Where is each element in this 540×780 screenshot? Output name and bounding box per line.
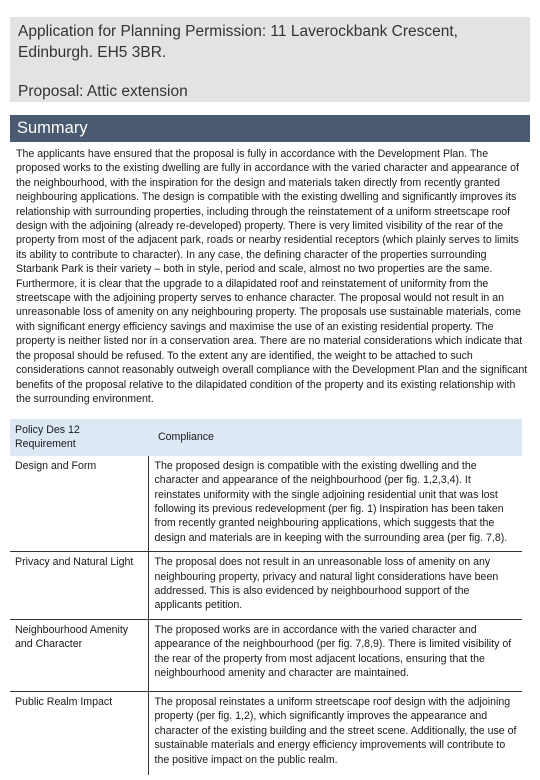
compliance-cell: The proposed design is compatible with the existing dwelling and the character and appearance of the neighbourhood (per fig. 1,2,3,4). It reinstates uniformity with the single adjoining residential unit that was lost following its previous redevelopment (per fig. 1) Inspiration has been taken from recently granted neighbouring applications, which suggests that the design and materials are in keeping with the surrounding area (per fig. 7,8). [148, 456, 522, 552]
policy-compliance-table [10, 419, 522, 775]
table-row [10, 691, 522, 775]
table-row [10, 619, 522, 691]
header-compliance: Compliance [148, 419, 522, 456]
document-title: Application for Planning Permission: 11 Laverockbank Crescent, Edinburgh. EH5 3BR. [18, 23, 458, 61]
requirement-cell: Neighbourhood Amenity and Character [15, 623, 129, 651]
summary-heading-bar [10, 115, 530, 142]
proposal-line: Proposal: Attic extension [18, 83, 188, 100]
compliance-cell: The proposal reinstates a uniform streetscape roof design with the adjoining property (per fig. 1,2), which significantly improves the appearance and character of the existing building and the street scene. Additionally, the use of sustainable materials and energy efficiency improvements will contribute to the positive impact on the public realm. [148, 691, 522, 775]
compliance-cell: The proposed works are in accordance with the varied character and appearance of the neighbourhood (per fig. 7,8,9). There is limited visibility of the rear of the property from most adjacent locations, ensuring that the neighbourhood amenity and character are maintained. [148, 619, 522, 691]
compliance-cell: The proposal does not result in an unreasonable loss of amenity on any neighbouring property, privacy and natural light considerations have been addressed. This is also evidenced by neighbourhood support of the applicants petition. [148, 552, 522, 620]
header-requirement: Policy Des 12 Requirement [10, 419, 148, 456]
requirement-cell: Public Realm Impact [15, 695, 113, 708]
requirement-cell: Design and Form [15, 459, 97, 472]
table-row [10, 456, 522, 552]
table-row [10, 552, 522, 620]
table-header-row [10, 419, 522, 456]
summary-heading: Summary [17, 119, 88, 137]
summary-paragraph: The applicants have ensured that the proposal is fully in accordance with the Development Plan. The proposed works to the existing dwelling are fully in accordance with the varied character and appearance of the neighbourhood, with the inspiration for the design and materials taken directly from recently granted neighbouring applications. The design is compatible with the existing dwelling and significantly improves its relationship with surrounding properties, including through the reinstatement of a uniform streetscape roof design with the adjoining (already re-developed) property. There is very limited visibility of the rear of the property from most of the adjacent park, roads or nearby residential receptors (which plainly serves to limits its ability to contribute to character). In any case, the defining character of the properties surrounding Starbank Park is their variety – both in style, period and scale, almost no two properties are the same. Furthermore, it is clear that the upgrade to a dilapidated roof and reinstatement of uniformity from the streetscape with the adjoining property serves to enhance character. The proposal would not result in an unreasonable loss of amenity on any neighbouring property. The proposals use sustainable materials, come with significant energy efficiency savings and maximise the use of an existing residential property. The property is neither listed nor in a conservation area. There are no material considerations which indicate that the proposal should be refused. To the extent any are identified, the weight to be attached to such considerations cannot reasonably outweigh overall compliance with the Development Plan and the significant benefits of the proposal relative to the dilapidated condition of the property and its existing relationship with the surrounding environment. [16, 148, 528, 405]
title-box [10, 17, 530, 102]
requirement-cell: Privacy and Natural Light [15, 556, 134, 569]
